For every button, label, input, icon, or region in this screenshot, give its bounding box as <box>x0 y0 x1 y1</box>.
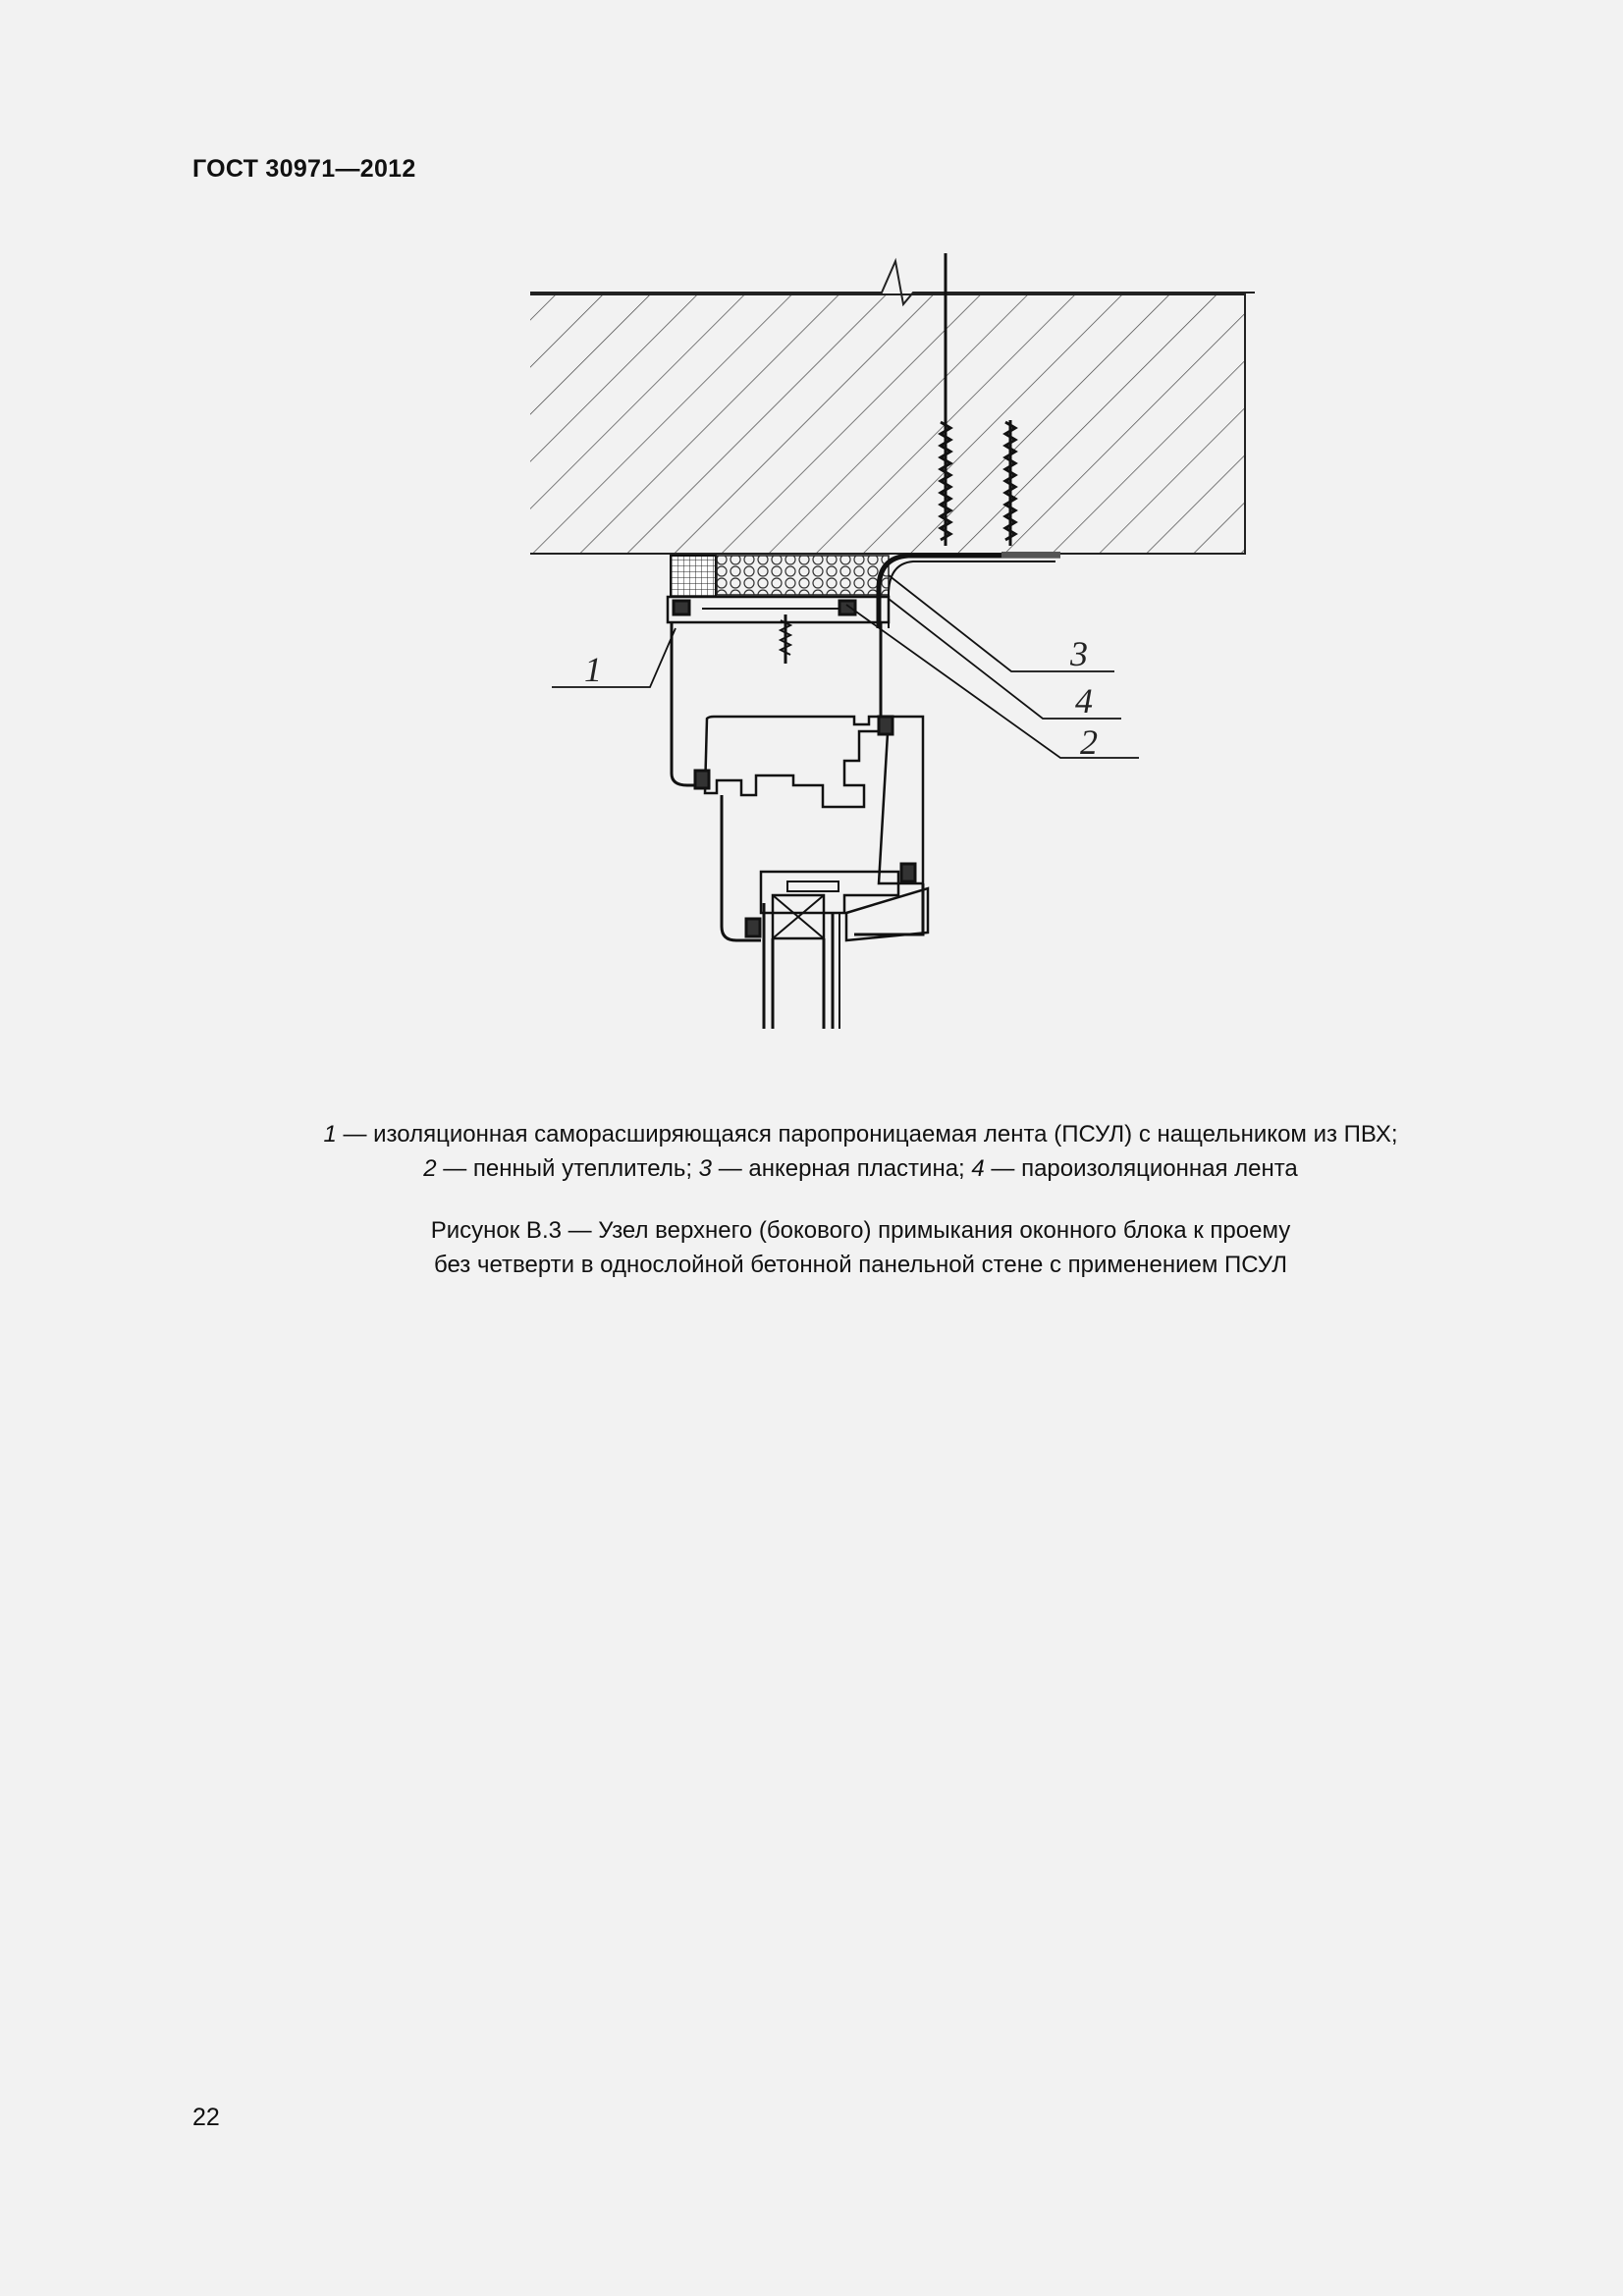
window-joint-drawing <box>530 253 1276 1039</box>
callout-4: 4 <box>1075 681 1093 721</box>
caption-line-2: без четверти в однослойной бетонной панельной стене с применением ПСУЛ <box>433 1252 1287 1278</box>
window-frame <box>668 597 928 940</box>
legend-line-1: 1 — изоляционная саморасширяющаяся паропроницаемая лента (ПСУЛ) с нащельником из ПВХ; <box>323 1121 1398 1148</box>
document-header: ГОСТ 30971—2012 <box>192 155 416 183</box>
callout-1: 1 <box>584 650 602 689</box>
caption-line-1: Рисунок В.3 — Узел верхнего (бокового) примыкания оконного блока к проему <box>430 1217 1291 1244</box>
callout-2: 2 <box>1080 722 1098 762</box>
callout-3: 3 <box>1070 634 1088 673</box>
figure-legend <box>196 1117 1525 1186</box>
foam-insulation <box>717 556 889 595</box>
page-number: 22 <box>192 2104 220 2131</box>
concrete-wall <box>530 261 1255 554</box>
legend-line-2: 2 — пенный утеплитель; 3 — анкерная пластина; 4 — пароизоляционная лента <box>423 1155 1298 1182</box>
psul-tape <box>671 556 716 597</box>
figure-caption <box>196 1213 1525 1282</box>
glazing-unit <box>764 895 839 1029</box>
